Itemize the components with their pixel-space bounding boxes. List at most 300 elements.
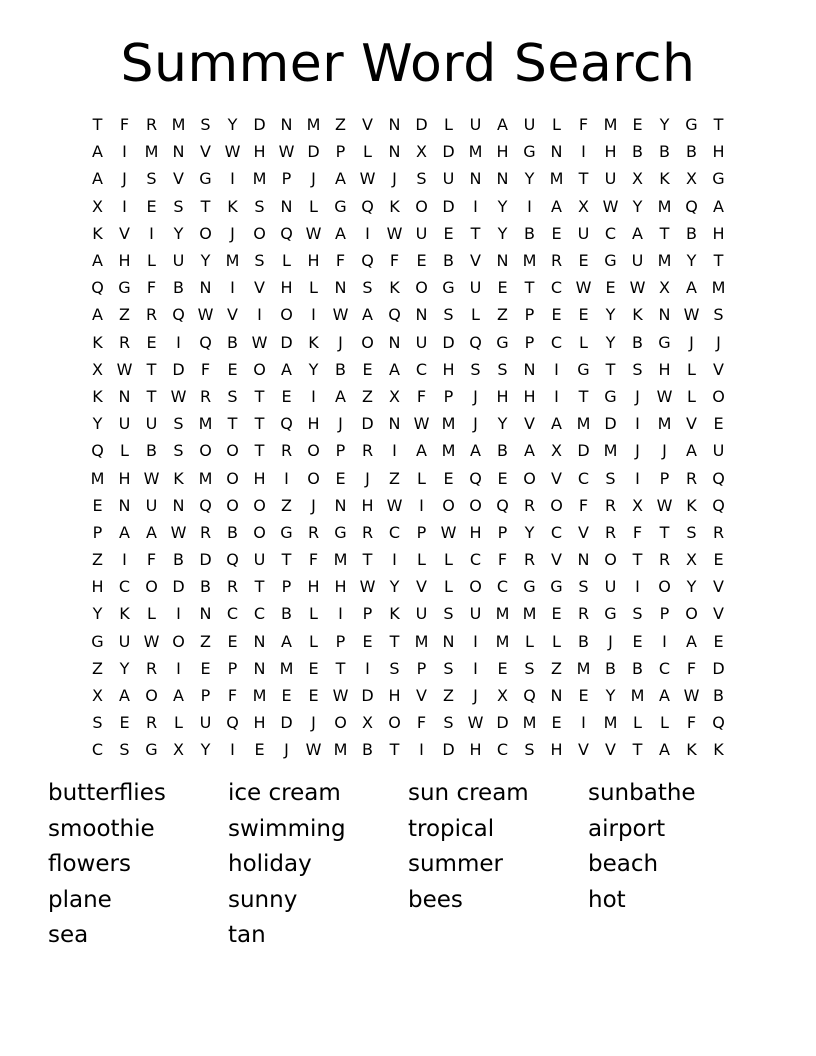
grid-letter: J — [662, 441, 667, 461]
grid-letter: R — [577, 604, 590, 624]
grid-letter: O — [550, 495, 563, 515]
grid-letter: T — [659, 223, 670, 243]
grid-letter: J — [473, 686, 478, 706]
grid-letter: O — [280, 305, 293, 325]
grid-letter: X — [578, 196, 589, 216]
grid-row — [84, 736, 732, 763]
grid-letter: Y — [659, 115, 670, 135]
grid-letter: T — [713, 251, 724, 271]
grid-row — [84, 682, 732, 709]
grid-letter: N — [253, 658, 266, 678]
grid-letter: I — [311, 386, 316, 406]
grid-letter: J — [392, 169, 397, 189]
grid-letter: W — [143, 468, 160, 488]
grid-letter: W — [683, 686, 700, 706]
grid-letter: G — [118, 278, 131, 298]
grid-letter: X — [362, 713, 373, 733]
grid-letter: L — [444, 577, 453, 597]
word-list — [48, 776, 788, 954]
grid-letter: D — [442, 196, 455, 216]
grid-letter: I — [473, 196, 478, 216]
grid-letter: W — [332, 305, 349, 325]
grid-row — [84, 546, 732, 573]
grid-letter: V — [416, 686, 427, 706]
grid-letter: M — [603, 115, 618, 135]
grid-letter: O — [604, 550, 617, 570]
grid-letter: X — [632, 169, 643, 189]
grid-letter: B — [443, 251, 454, 271]
word-list-item: flowers — [48, 851, 131, 878]
grid-letter: Y — [632, 196, 643, 216]
grid-letter: S — [686, 522, 697, 542]
grid-letter: Y — [605, 332, 616, 352]
grid-letter: A — [281, 359, 292, 379]
grid-row — [84, 138, 732, 165]
grid-letter: X — [389, 386, 400, 406]
grid-letter: J — [284, 740, 289, 760]
grid-letter: H — [361, 495, 374, 515]
grid-letter: P — [335, 142, 346, 162]
grid-letter: K — [389, 196, 400, 216]
grid-letter: Z — [281, 495, 292, 515]
grid-letter: D — [577, 441, 590, 461]
grid-letter: K — [173, 468, 184, 488]
grid-letter: W — [332, 686, 349, 706]
word-list-item: sunbathe — [588, 780, 696, 806]
grid-letter: H — [91, 577, 104, 597]
grid-letter: R — [145, 305, 158, 325]
grid-letter: A — [686, 631, 697, 651]
grid-letter: Y — [173, 223, 184, 243]
grid-letter: X — [551, 441, 562, 461]
grid-letter: D — [172, 359, 185, 379]
grid-letter: M — [144, 142, 159, 162]
grid-letter: W — [386, 495, 403, 515]
grid-letter: I — [284, 468, 289, 488]
grid-letter: G — [658, 332, 671, 352]
grid-letter: X — [686, 550, 697, 570]
grid-letter: V — [254, 278, 265, 298]
grid-letter: W — [116, 359, 133, 379]
grid-letter: L — [147, 604, 156, 624]
grid-letter: D — [496, 713, 509, 733]
grid-letter: A — [92, 305, 103, 325]
grid-letter: S — [605, 468, 616, 488]
grid-letter: Y — [524, 169, 535, 189]
grid-letter: F — [686, 658, 697, 678]
grid-letter: V — [362, 115, 373, 135]
grid-letter: L — [687, 359, 696, 379]
grid-letter: U — [442, 169, 455, 189]
grid-letter: R — [658, 550, 671, 570]
grid-letter: N — [496, 251, 509, 271]
grid-letter: B — [173, 550, 184, 570]
grid-letter: N — [550, 142, 563, 162]
grid-letter: M — [441, 441, 456, 461]
grid-letter: M — [495, 604, 510, 624]
grid-letter: Y — [605, 305, 616, 325]
grid-letter: W — [170, 386, 187, 406]
grid-letter: V — [713, 359, 724, 379]
grid-letter: Q — [469, 468, 482, 488]
grid-letter: Q — [712, 468, 725, 488]
grid-letter: S — [443, 305, 454, 325]
grid-letter: G — [550, 577, 563, 597]
grid-letter: B — [281, 604, 292, 624]
grid-letter: E — [227, 359, 238, 379]
grid-letter: S — [632, 359, 643, 379]
letter-grid — [84, 111, 732, 764]
grid-letter: R — [307, 522, 320, 542]
grid-letter: L — [309, 604, 318, 624]
grid-letter: S — [443, 658, 454, 678]
grid-row — [84, 247, 732, 274]
grid-letter: F — [578, 115, 589, 135]
grid-letter: H — [658, 359, 671, 379]
grid-letter: Y — [200, 740, 211, 760]
grid-letter: S — [173, 441, 184, 461]
grid-letter: O — [145, 577, 158, 597]
grid-letter: R — [199, 386, 212, 406]
grid-letter: W — [575, 278, 592, 298]
grid-letter: K — [308, 332, 319, 352]
grid-letter: P — [416, 658, 427, 678]
word-list-item: sunny — [228, 886, 298, 913]
grid-letter: H — [712, 223, 725, 243]
grid-letter: R — [523, 495, 536, 515]
grid-letter: S — [146, 169, 157, 189]
grid-letter: E — [200, 658, 211, 678]
grid-letter: C — [550, 332, 563, 352]
grid-letter: H — [604, 142, 617, 162]
grid-letter: U — [604, 169, 617, 189]
grid-letter: B — [173, 278, 184, 298]
grid-letter: L — [417, 468, 426, 488]
grid-letter: L — [687, 386, 696, 406]
grid-letter: M — [522, 604, 537, 624]
grid-letter: S — [443, 713, 454, 733]
grid-letter: H — [496, 142, 509, 162]
grid-letter: A — [362, 305, 373, 325]
grid-letter: O — [334, 713, 347, 733]
grid-letter: N — [415, 305, 428, 325]
grid-letter: W — [656, 386, 673, 406]
grid-letter: R — [604, 522, 617, 542]
grid-letter: C — [469, 550, 482, 570]
grid-letter: X — [659, 278, 670, 298]
grid-letter: D — [442, 142, 455, 162]
grid-letter: E — [713, 550, 724, 570]
grid-letter: D — [361, 686, 374, 706]
grid-letter: R — [685, 468, 698, 488]
grid-letter: K — [119, 604, 130, 624]
grid-letter: N — [280, 196, 293, 216]
grid-letter: A — [416, 441, 427, 461]
grid-letter: S — [632, 604, 643, 624]
grid-letter: V — [119, 223, 130, 243]
grid-letter: I — [149, 223, 154, 243]
grid-letter: P — [335, 631, 346, 651]
grid-letter: K — [713, 740, 724, 760]
grid-letter: L — [309, 196, 318, 216]
grid-letter: S — [470, 359, 481, 379]
grid-letter: I — [176, 604, 181, 624]
grid-letter: I — [635, 468, 640, 488]
grid-letter: G — [199, 169, 212, 189]
grid-letter: N — [388, 414, 401, 434]
grid-letter: I — [176, 332, 181, 352]
grid-letter: E — [632, 115, 643, 135]
grid-letter: L — [552, 115, 561, 135]
grid-letter: L — [552, 631, 561, 651]
grid-letter: R — [712, 522, 725, 542]
grid-letter: Z — [551, 658, 562, 678]
grid-letter: C — [415, 359, 428, 379]
grid-letter: B — [713, 686, 724, 706]
grid-letter: E — [713, 631, 724, 651]
grid-letter: K — [389, 278, 400, 298]
grid-letter: U — [172, 251, 185, 271]
grid-letter: F — [578, 495, 589, 515]
grid-letter: W — [359, 169, 376, 189]
grid-letter: M — [198, 414, 213, 434]
grid-letter: M — [279, 658, 294, 678]
grid-letter: Q — [91, 278, 104, 298]
grid-letter: Q — [226, 550, 239, 570]
grid-letter: O — [685, 604, 698, 624]
grid-letter: O — [469, 495, 482, 515]
grid-letter: O — [253, 522, 266, 542]
grid-letter: R — [361, 522, 374, 542]
grid-letter: E — [281, 686, 292, 706]
grid-letter: V — [713, 604, 724, 624]
grid-letter: P — [659, 604, 670, 624]
grid-letter: H — [388, 686, 401, 706]
grid-letter: B — [632, 332, 643, 352]
grid-letter: M — [441, 414, 456, 434]
grid-letter: A — [146, 522, 157, 542]
grid-letter: U — [253, 550, 266, 570]
grid-letter: O — [253, 223, 266, 243]
grid-letter: E — [254, 740, 265, 760]
grid-letter: N — [253, 631, 266, 651]
grid-letter: E — [632, 631, 643, 651]
grid-row — [84, 410, 732, 437]
grid-letter: T — [254, 441, 265, 461]
grid-letter: Y — [686, 251, 697, 271]
grid-letter: S — [173, 414, 184, 434]
grid-letter: N — [280, 115, 293, 135]
grid-letter: R — [604, 495, 617, 515]
grid-letter: N — [523, 359, 536, 379]
grid-letter: W — [170, 522, 187, 542]
grid-letter: W — [467, 713, 484, 733]
grid-letter: E — [119, 713, 130, 733]
grid-letter: A — [281, 631, 292, 651]
grid-letter: V — [551, 550, 562, 570]
grid-letter: S — [389, 658, 400, 678]
grid-letter: E — [362, 631, 373, 651]
grid-letter: W — [683, 305, 700, 325]
grid-letter: Y — [92, 414, 103, 434]
grid-letter: I — [581, 142, 586, 162]
grid-letter: F — [497, 550, 508, 570]
grid-letter: T — [659, 522, 670, 542]
grid-letter: K — [92, 332, 103, 352]
grid-letter: R — [145, 713, 158, 733]
grid-letter: A — [686, 441, 697, 461]
grid-letter: Z — [119, 305, 130, 325]
word-list-item: hot — [588, 886, 626, 913]
grid-letter: Y — [497, 414, 508, 434]
grid-letter: I — [230, 169, 235, 189]
grid-letter: Z — [200, 631, 211, 651]
grid-letter: X — [416, 142, 427, 162]
grid-letter: E — [443, 223, 454, 243]
grid-letter: B — [362, 740, 373, 760]
grid-letter: D — [280, 713, 293, 733]
grid-letter: J — [689, 332, 694, 352]
grid-letter: U — [604, 577, 617, 597]
grid-letter: J — [338, 332, 343, 352]
grid-letter: R — [550, 251, 563, 271]
grid-letter: B — [632, 142, 643, 162]
grid-letter: U — [145, 495, 158, 515]
grid-letter: M — [657, 414, 672, 434]
grid-letter: E — [227, 631, 238, 651]
grid-letter: A — [92, 169, 103, 189]
grid-letter: E — [146, 332, 157, 352]
grid-letter: Q — [685, 196, 698, 216]
grid-letter: M — [198, 468, 213, 488]
grid-letter: G — [91, 631, 104, 651]
grid-letter: L — [579, 332, 588, 352]
grid-letter: U — [118, 414, 131, 434]
grid-letter: K — [92, 223, 103, 243]
grid-row — [84, 165, 732, 192]
grid-letter: T — [605, 359, 616, 379]
grid-row — [84, 220, 732, 247]
grid-letter: T — [254, 414, 265, 434]
grid-letter: E — [335, 468, 346, 488]
grid-letter: O — [253, 359, 266, 379]
grid-letter: I — [257, 305, 262, 325]
grid-letter: M — [252, 169, 267, 189]
grid-row — [84, 111, 732, 138]
grid-letter: N — [577, 550, 590, 570]
grid-letter: C — [496, 577, 509, 597]
grid-letter: A — [632, 223, 643, 243]
grid-letter: W — [305, 223, 322, 243]
grid-letter: X — [92, 686, 103, 706]
grid-letter: N — [172, 142, 185, 162]
grid-letter: W — [278, 142, 295, 162]
grid-letter: Y — [389, 577, 400, 597]
grid-letter: A — [470, 441, 481, 461]
grid-letter: A — [173, 686, 184, 706]
grid-letter: P — [659, 468, 670, 488]
grid-letter: O — [307, 468, 320, 488]
grid-letter: A — [551, 414, 562, 434]
grid-letter: W — [251, 332, 268, 352]
grid-letter: E — [497, 658, 508, 678]
grid-letter: Q — [388, 305, 401, 325]
grid-letter: U — [415, 223, 428, 243]
grid-letter: J — [122, 169, 127, 189]
grid-letter: A — [659, 686, 670, 706]
grid-letter: B — [497, 441, 508, 461]
grid-letter: H — [307, 251, 320, 271]
grid-letter: Q — [226, 713, 239, 733]
grid-letter: S — [200, 115, 211, 135]
grid-letter: W — [359, 577, 376, 597]
grid-letter: B — [524, 223, 535, 243]
grid-letter: Y — [227, 115, 238, 135]
grid-letter: F — [200, 359, 211, 379]
grid-letter: K — [659, 169, 670, 189]
word-list-item: bees — [408, 886, 463, 913]
grid-letter: I — [122, 196, 127, 216]
grid-letter: E — [551, 604, 562, 624]
grid-letter: H — [307, 577, 320, 597]
grid-letter: A — [335, 169, 346, 189]
grid-letter: M — [171, 115, 186, 135]
grid-letter: H — [442, 359, 455, 379]
grid-letter: N — [199, 604, 212, 624]
grid-letter: O — [361, 332, 374, 352]
grid-letter: S — [524, 740, 535, 760]
grid-letter: G — [604, 386, 617, 406]
grid-letter: J — [365, 468, 370, 488]
grid-letter: U — [469, 115, 482, 135]
grid-letter: W — [656, 495, 673, 515]
grid-letter: S — [254, 196, 265, 216]
grid-letter: B — [335, 359, 346, 379]
grid-letter: M — [603, 441, 618, 461]
grid-letter: T — [281, 550, 292, 570]
grid-letter: F — [227, 686, 238, 706]
grid-letter: X — [92, 196, 103, 216]
grid-letter: V — [578, 522, 589, 542]
word-list-item: tan — [228, 922, 266, 949]
grid-letter: E — [416, 251, 427, 271]
grid-letter: Z — [497, 305, 508, 325]
grid-letter: Z — [92, 658, 103, 678]
grid-letter: K — [227, 196, 238, 216]
grid-letter: J — [311, 713, 316, 733]
grid-letter: I — [122, 550, 127, 570]
word-list-item: sun cream — [408, 780, 529, 806]
grid-letter: P — [92, 522, 103, 542]
grid-letter: A — [92, 142, 103, 162]
grid-letter: Q — [280, 414, 293, 434]
grid-letter: M — [630, 686, 645, 706]
grid-letter: G — [712, 169, 725, 189]
grid-letter: E — [308, 686, 319, 706]
grid-letter: I — [365, 658, 370, 678]
grid-letter: A — [389, 359, 400, 379]
grid-letter: U — [145, 414, 158, 434]
grid-letter: E — [497, 278, 508, 298]
grid-letter: E — [146, 196, 157, 216]
grid-letter: U — [577, 223, 590, 243]
grid-row — [84, 492, 732, 519]
grid-letter: R — [280, 441, 293, 461]
grid-letter: D — [442, 332, 455, 352]
grid-letter: X — [173, 740, 184, 760]
grid-letter: L — [417, 550, 426, 570]
grid-letter: C — [604, 223, 617, 243]
